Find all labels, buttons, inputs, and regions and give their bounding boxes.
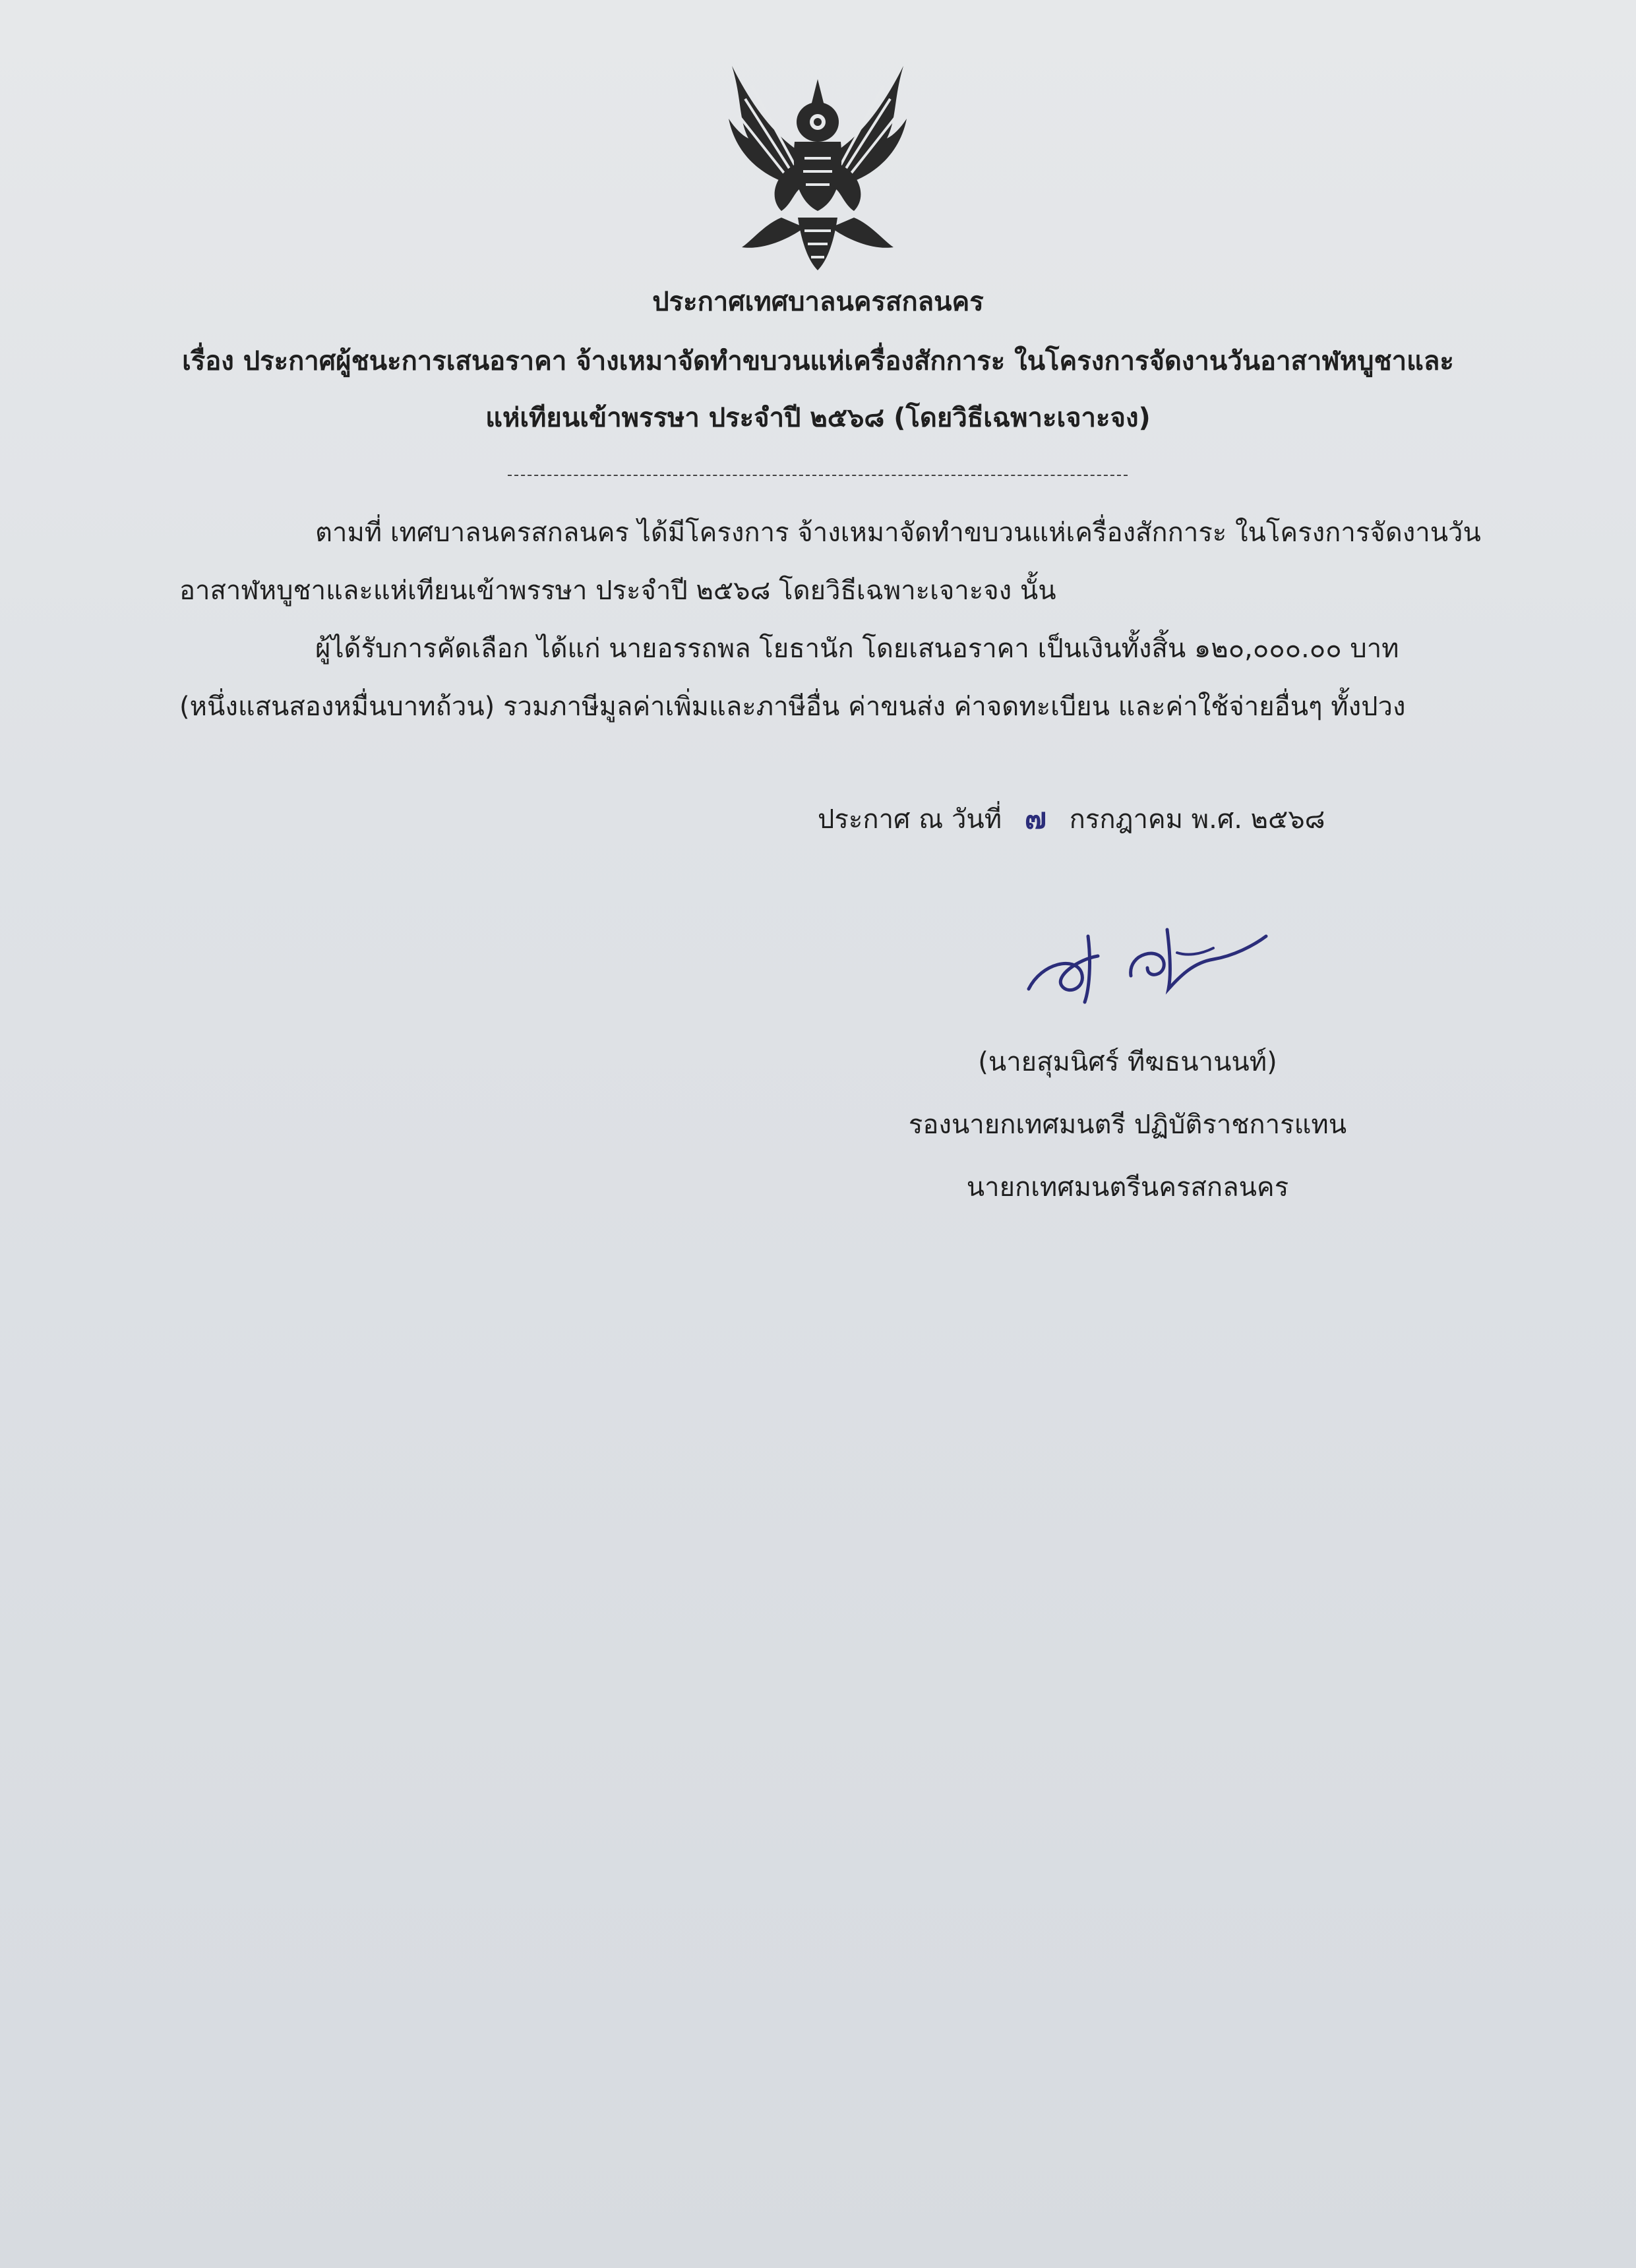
organization-title: ประกาศเทศบาลนครสกลนคร — [652, 287, 984, 317]
subject-line-2: แห่เทียนเข้าพรรษา ประจำปี ๒๕๖๘ (โดยวิธีเฉพาะเจาะจง) — [485, 403, 1151, 433]
paragraph-2-line-2: (หนึ่งแสนสองหมื่นบาทถ้วน) รวมภาษีมูลค่าเพิ่มและภาษีอื่น ค่าขนส่ง ค่าจดทะเบียน และค่าใช้จ่ายอื่นๆ ทั้งปวง — [179, 692, 1406, 722]
paragraph-1-line-2: อาสาฬหบูชาและแห่เทียนเข้าพรรษา ประจำปี ๒๕๖๘ โดยวิธีเฉพาะเจาะจง นั้น — [179, 576, 1056, 606]
paragraph-1-line-1: ตามที่ เทศบาลนครสกลนคร ได้มีโครงการ จ้างเหมาจัดทำขบวนแห่เครื่องสักการะ ในโครงการจัดงานวัน — [315, 518, 1481, 548]
subject-line-1: เรื่อง ประกาศผู้ชนะการเสนอราคา จ้างเหมาจัดทำขบวนแห่เครื่องสักการะ ในโครงการจัดงานวันอาสาฬหบูชาและ — [182, 346, 1454, 376]
signatory-name: (นายสุมนิศร์ ทีฆธนานนท์) — [978, 1047, 1277, 1077]
handwritten-signature-icon — [1015, 890, 1279, 1009]
paragraph-2-line-1: ผู้ได้รับการคัดเลือก ได้แก่ นายอรรถพล โยธานัก โดยเสนอราคา เป็นเงินทั้งสิ้น ๑๒๐,๐๐๐.๐๐ บาท — [315, 634, 1399, 664]
announcement-month-year: กรกฎาคม พ.ศ. ๒๕๖๘ — [1069, 804, 1325, 835]
garuda-emblem-icon — [712, 59, 923, 284]
announcement-prefix: ประกาศ ณ วันที่ — [818, 804, 1002, 835]
announcement-day: ๗ — [1024, 802, 1046, 835]
announcement-date — [818, 802, 1325, 837]
signatory-position-1: รองนายกเทศมนตรี ปฏิบัติราชการแทน — [908, 1110, 1347, 1140]
signatory-position-2: นายกเทศมนตรีนครสกลนคร — [966, 1172, 1289, 1203]
divider — [508, 475, 1128, 476]
